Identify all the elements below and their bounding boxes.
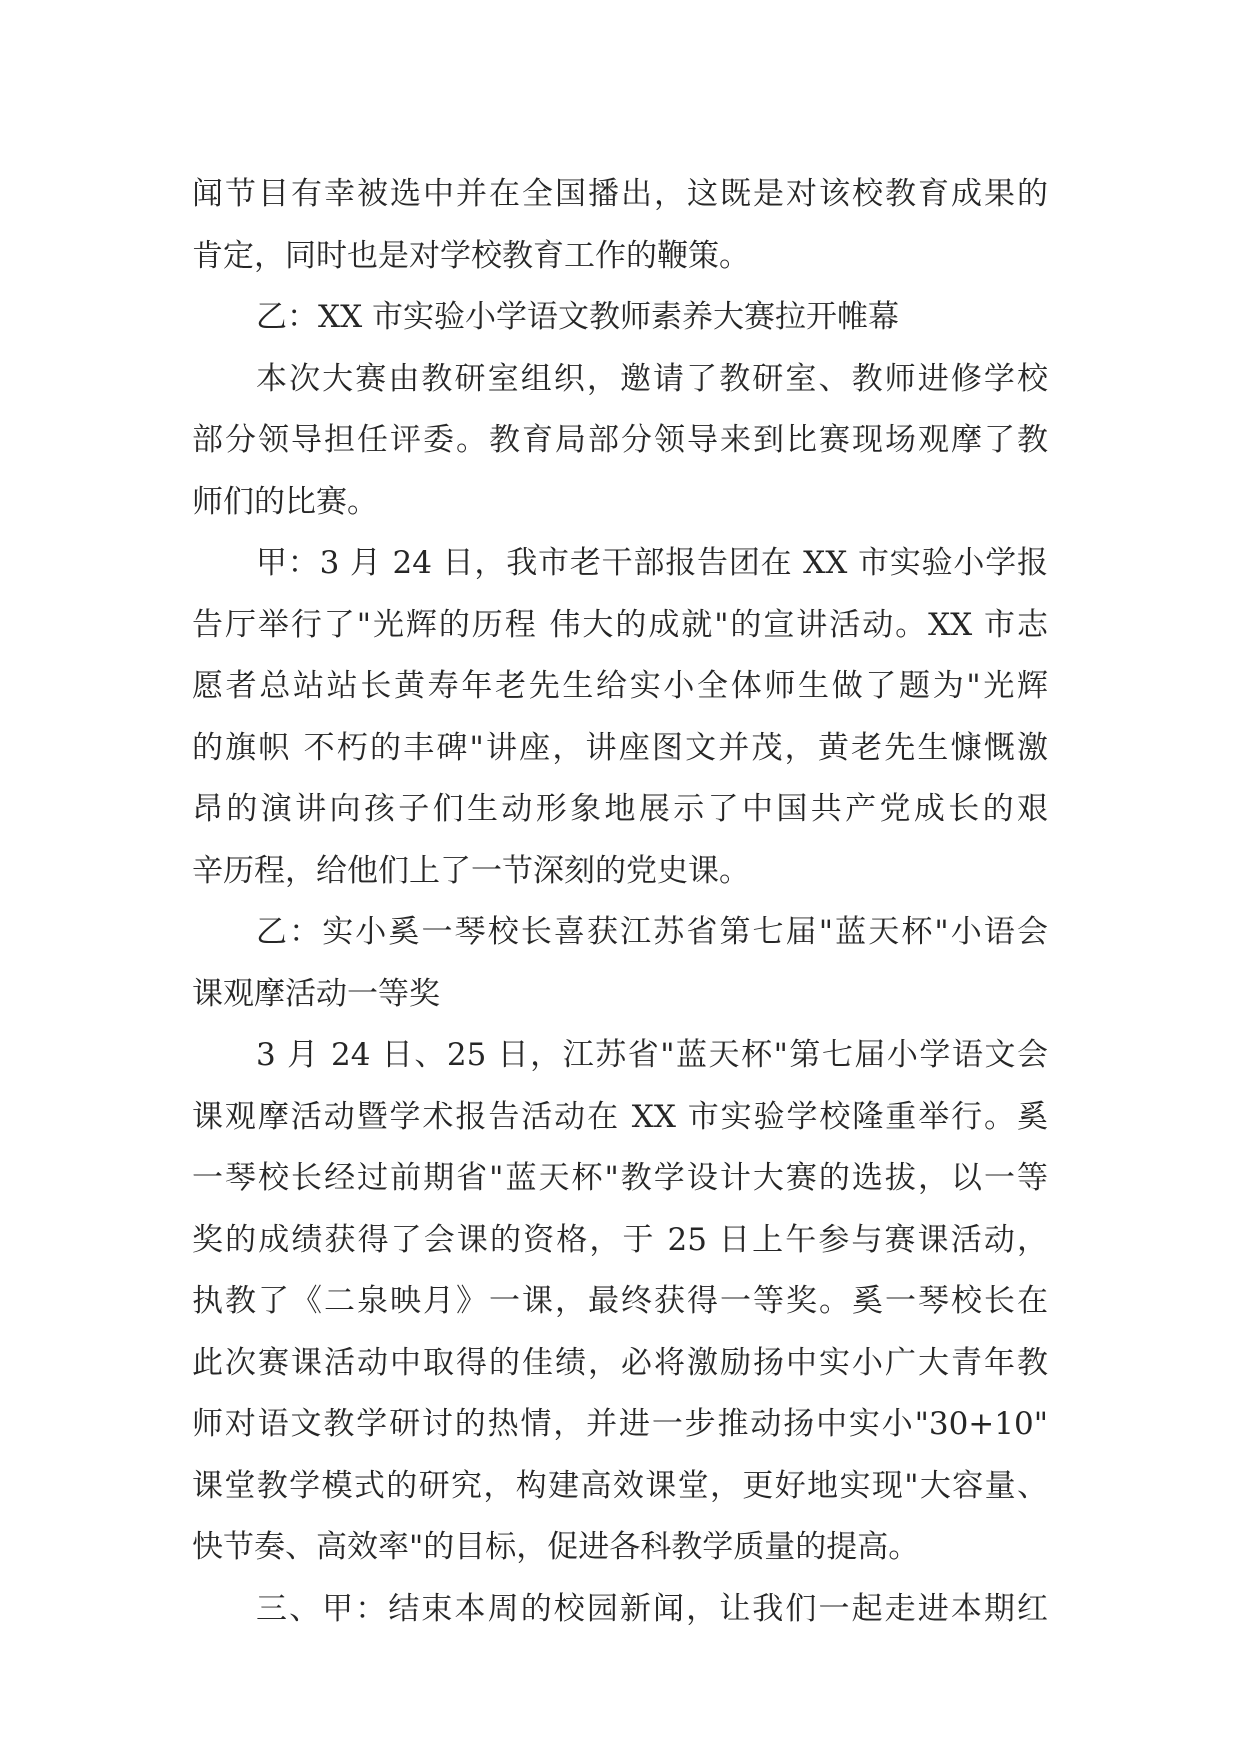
text-line: 本次大赛由教研室组织，邀请了教研室、教师进修学校 xyxy=(256,360,1048,397)
text-line: 乙：XX 市实验小学语文教师素养大赛拉开帷幕 xyxy=(256,299,899,335)
text-line: 闻节目有幸被选中并在全国播出，这既是对该校教育成果的 xyxy=(192,176,1048,212)
text-line: 辛历程，给他们上了一节深刻的党史课。 xyxy=(192,852,750,889)
text-line: 肯定，同时也是对学校教育工作的鞭策。 xyxy=(192,237,750,274)
text-line: 部分领导担任评委。教育局部分领导来到比赛现场观摩了教 xyxy=(192,422,1048,458)
text-line: 师对语文教学研讨的热情，并进一步推动扬中实小"30+10" xyxy=(192,1406,1048,1442)
body-text xyxy=(192,164,1048,1640)
text-line: 乙：实小奚一琴校长喜获江苏省第七届"蓝天杯"小语会 xyxy=(256,914,1048,950)
text-line: 快节奏、高效率"的目标，促进各科教学质量的提高。 xyxy=(192,1529,920,1565)
text-line: 课观摩活动一等奖 xyxy=(192,975,440,1012)
text-line: 师们的比赛。 xyxy=(192,483,378,520)
text-line: 三、甲：结束本周的校园新闻，让我们一起走进本期红 xyxy=(256,1590,1048,1627)
text-line: 执教了《二泉映月》一课，最终获得一等奖。奚一琴校长在 xyxy=(192,1283,1048,1319)
text-line: 昂的演讲向孩子们生动形象地展示了中国共产党成长的艰 xyxy=(192,791,1048,827)
text-line: 此次赛课活动中取得的佳绩，必将激励扬中实小广大青年教 xyxy=(192,1344,1048,1381)
text-line: 3 月 24 日、25 日，江苏省"蓝天杯"第七届小学语文会 xyxy=(256,1037,1048,1073)
text-line: 课堂教学模式的研究，构建高效课堂，更好地实现"大容量、 xyxy=(192,1467,1048,1504)
text-line: 一琴校长经过前期省"蓝天杯"教学设计大赛的选拔，以一等 xyxy=(192,1160,1048,1196)
text-line: 的旗帜 不朽的丰碑"讲座，讲座图文并茂，黄老先生慷慨激 xyxy=(192,729,1048,766)
text-line: 课观摩活动暨学术报告活动在 XX 市实验学校隆重举行。奚 xyxy=(192,1098,1048,1135)
text-line: 愿者总站站长黄寿年老先生给实小全体师生做了题为"光辉 xyxy=(192,668,1048,704)
text-line: 奖的成绩获得了会课的资格，于 25 日上午参与赛课活动， xyxy=(192,1221,1048,1258)
text-line: 告厅举行了"光辉的历程 伟大的成就"的宣讲活动。XX 市志 xyxy=(192,606,1048,643)
text-line: 甲：3 月 24 日，我市老干部报告团在 XX 市实验小学报 xyxy=(256,545,1048,581)
